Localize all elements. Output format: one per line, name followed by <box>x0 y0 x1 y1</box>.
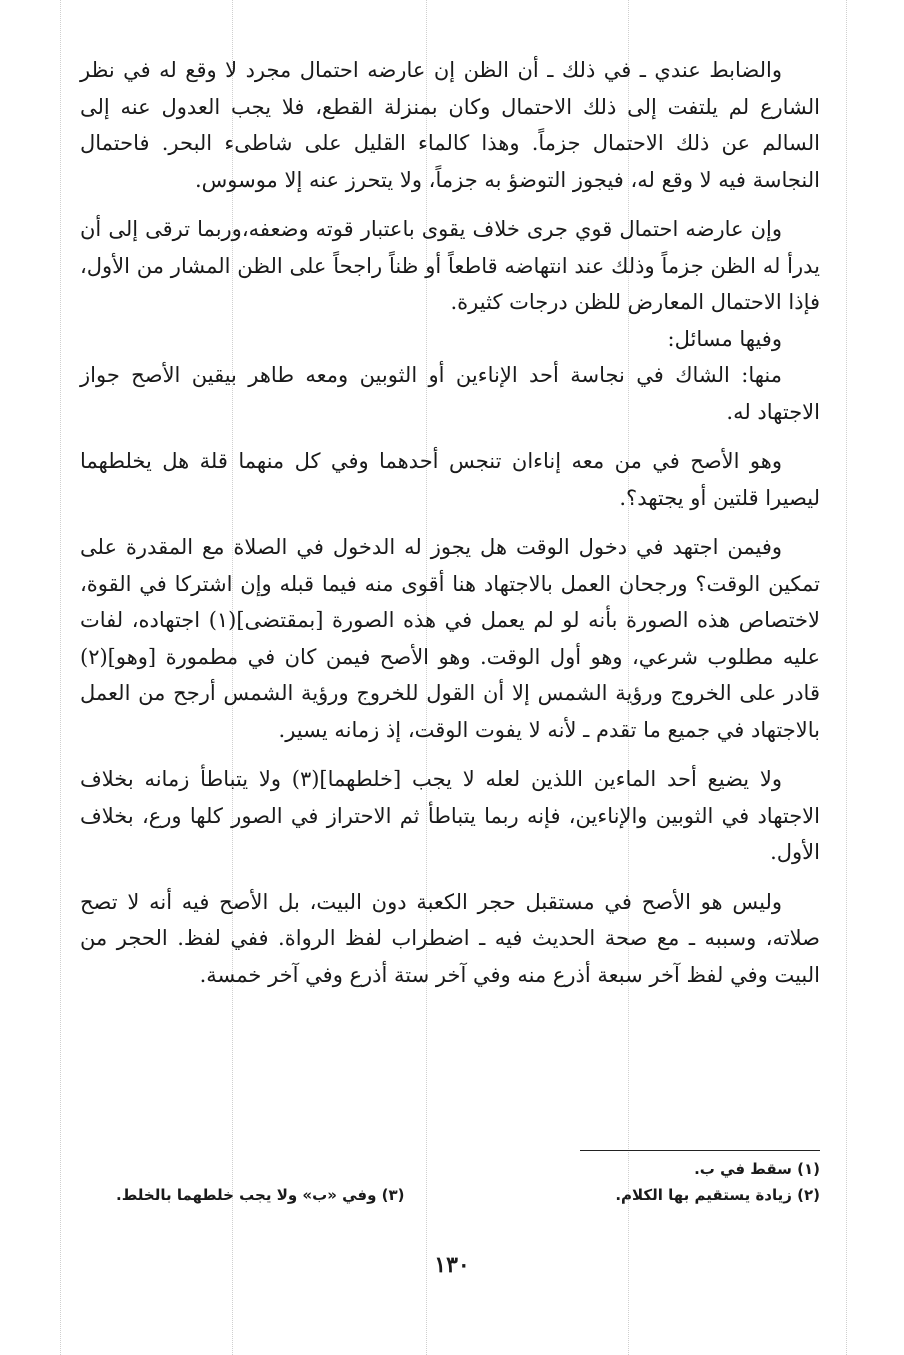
paragraph: والضابط عندي ـ في ذلك ـ أن الظن إن عارضه احتمال مجرد لا وقع له في نظر الشارع لم يلتفت إلى ذلك الاحتمال وكان بمنزلة القطع، فلا يجب العدول عنه إلى السالم عن ذلك الاحتمال جزماً. وهذا كالماء القليل على شاطىء البحر. فاحتمال النجاسة فيه لا وقع له، فيجوز التوضؤ به جزماً، ولا يتحرز عنه إلا موسوس. <box>80 58 820 192</box>
subheading: وفيها مسائل: <box>667 326 782 351</box>
scan-artifact-line <box>846 0 847 1355</box>
paragraph: ولا يضيع أحد الماءين اللذين لعله لا يجب [خلطهما](٣) ولا يتباطأ زمانه بخلاف الاجتهاد في الثوبين والإناءين، فإنه ربما يتباطأ ثم الاحتراز في الصور كلها ورع، بخلاف الأول. <box>80 767 820 864</box>
paragraph: منها: الشاك في نجاسة أحد الإناءين أو الثوبين ومعه طاهر بيقين الأصح جواز الاجتهاد له. <box>80 363 820 424</box>
footnote-line <box>80 1156 820 1182</box>
footnote-divider <box>580 1150 820 1151</box>
paragraph: وليس هو الأصح في مستقبل حجر الكعبة دون البيت، بل الأصح فيه أنه لا تصح صلاته، وسببه ـ مع صحة الحديث فيه ـ اضطراب لفظ الرواة. ففي لفظ. الحجر من البيت وفي لفظ آخر سبعة أذرع منه وفي آخر ستة أذرع وفي آخر خمسة. <box>80 889 820 987</box>
footnote-2: (٢) زيادة يستقيم بها الكلام. <box>615 1186 820 1204</box>
main-text <box>80 52 820 1006</box>
footnote-line <box>80 1182 820 1208</box>
paragraph: وإن عارضه احتمال قوي جرى خلاف يقوى باعتبار قوته وضعفه،وربما ترقى إلى أن يدرأ له الظن جزماً وذلك عند انتهاضه قاطعاً أو ظناً راجحاً على الظن المشار من الأول، فإذا الاحتمال المعارض للظن درجات كثيرة. <box>80 217 820 314</box>
footnote-1: (١) سقط في ب. <box>694 1160 820 1178</box>
paragraph: وفيمن اجتهد في دخول الوقت هل يجوز له الدخول في الصلاة مع المقدرة على تمكين الوقت؟ ورجحان العمل بالاجتهاد هنا أقوى منه فيما قبله وإن اشتركا في القوة، لاختصاص هذه الصورة بأنه لو لم يعمل في هذه الصورة [بمقتضى](١) اجتهاده، لفات عليه مطلوب شرعي، وهو أول الوقت. وهو الأصح فيمن كان في مطمورة [وهو](٢) قادر على الخروج ورؤية الشمس إلا أن القول للخروج ورؤية الشمس أرجح من العمل بالاجتهاد في جميع ما تقدم ـ لأنه لا يفوت الوقت، إذ زمانه يسير. <box>80 535 820 742</box>
paragraph: وهو الأصح في من معه إناءان تنجس أحدهما وفي كل منهما قلة هل يخلطهما ليصيرا قلتين أو يجتهد؟. <box>80 449 820 510</box>
scan-artifact-line <box>60 0 61 1355</box>
footnotes <box>80 1156 820 1208</box>
footnote-3: (٣) وفي «ب» ولا يجب خلطهما بالخلط. <box>116 1186 405 1204</box>
page-number: ١٣٠ <box>434 1252 470 1278</box>
